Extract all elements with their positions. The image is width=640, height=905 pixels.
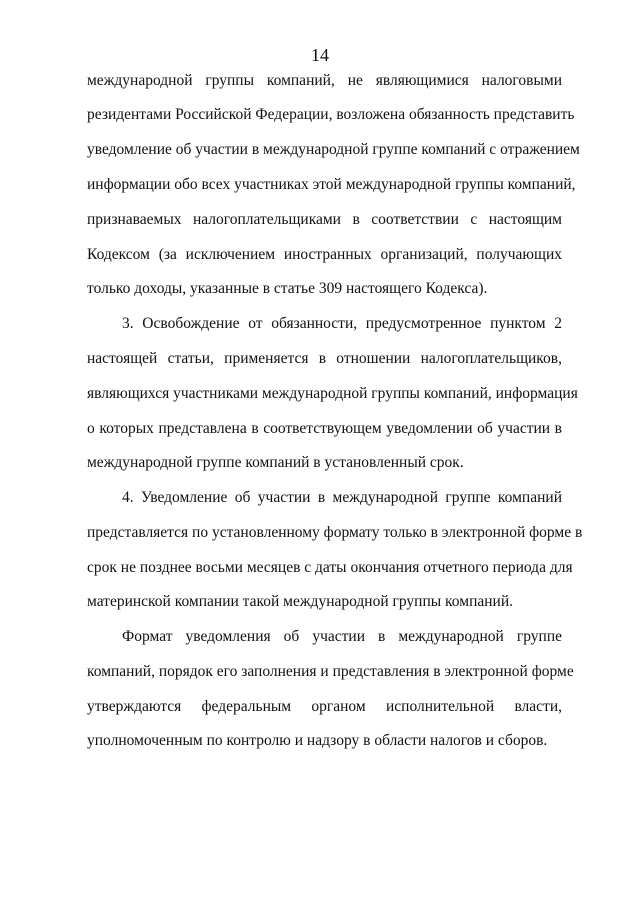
text-line: утверждаются федеральным органом исполнительной власти, bbox=[87, 698, 562, 715]
text-line: о которых представлена в соответствующем уведомлении об участии в bbox=[87, 420, 562, 437]
text-line: международной группе компаний в установленный срок. bbox=[87, 454, 464, 471]
text-line: резидентами Российской Федерации, возложена обязанность представить bbox=[87, 106, 575, 123]
text-line: только доходы, указанные в статье 309 настоящего Кодекса). bbox=[87, 280, 488, 297]
text-line: материнской компании такой международной группы компаний. bbox=[87, 593, 514, 610]
text-line: уведомление об участии в международной группе компаний с отражением bbox=[87, 141, 580, 158]
text-line: Кодексом (за исключением иностранных организаций, получающих bbox=[87, 246, 562, 263]
text-line: 3. Освобождение от обязанности, предусмотренное пунктом 2 bbox=[122, 315, 562, 332]
text-line: информации обо всех участниках этой международной группы компаний, bbox=[87, 176, 576, 193]
text-line: признаваемых налогоплательщиками в соответствии с настоящим bbox=[87, 211, 562, 228]
text-line: Формат уведомления об участии в международной группе bbox=[122, 628, 562, 645]
text-line: международной группы компаний, не являющимися налоговыми bbox=[87, 72, 562, 89]
text-line: являющихся участниками международной группы компаний, информация bbox=[87, 385, 578, 402]
text-line: уполномоченным по контролю и надзору в области налогов и сборов. bbox=[87, 732, 548, 749]
text-line: компаний, порядок его заполнения и представления в электронной форме bbox=[87, 663, 574, 680]
text-line: представляется по установленному формату только в электронной форме в bbox=[87, 524, 583, 541]
text-line: срок не позднее восьми месяцев с даты окончания отчетного периода для bbox=[87, 559, 573, 576]
page-number: 14 bbox=[311, 45, 329, 65]
text-line: 4. Уведомление об участии в международной группе компаний bbox=[122, 489, 562, 506]
text-line: настоящей статьи, применяется в отношении налогоплательщиков, bbox=[87, 350, 562, 367]
